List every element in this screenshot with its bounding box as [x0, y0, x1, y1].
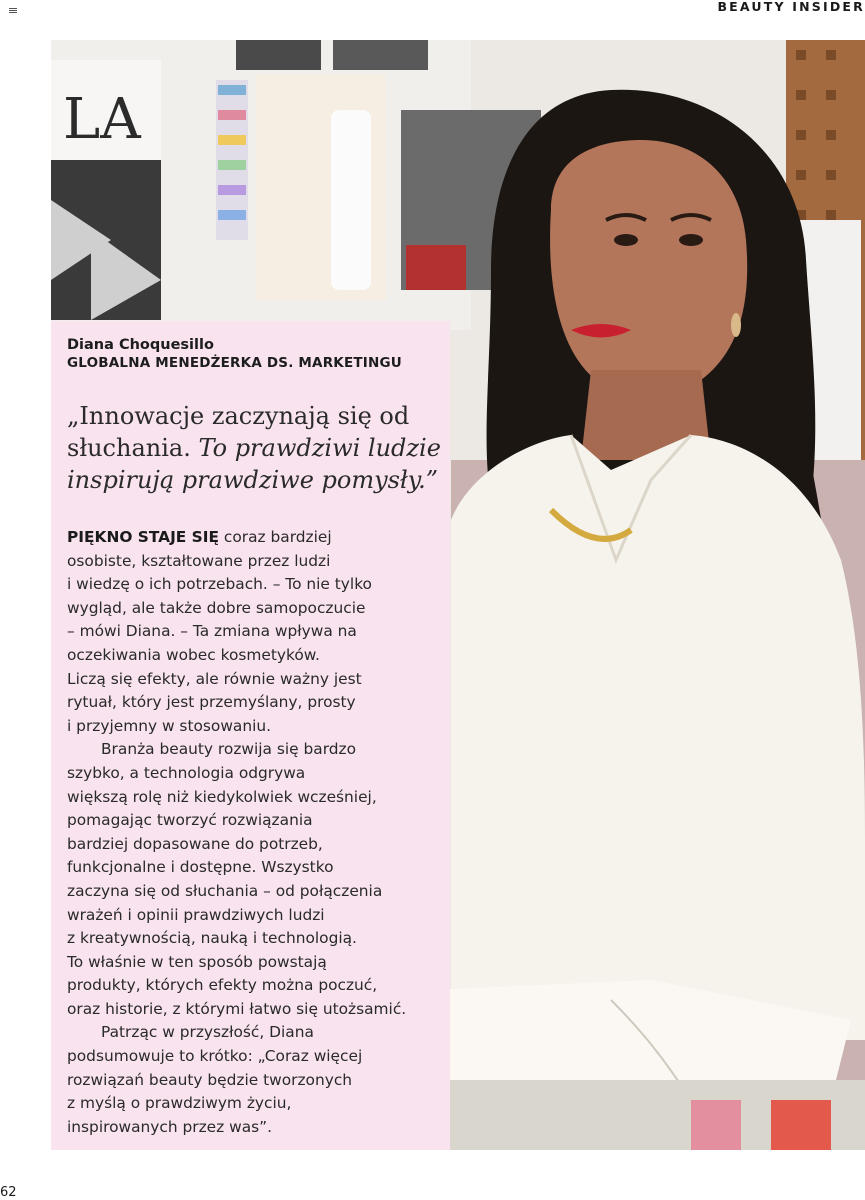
- menu-icon[interactable]: [9, 8, 17, 13]
- article-line: rozwiązań beauty będzie tworzonych: [67, 1070, 353, 1089]
- article-line: Branża beauty rozwija się bardzo: [101, 740, 357, 759]
- article-line: Liczą się efekty, ale równie ważny jest: [67, 669, 362, 688]
- article-line: większą rolę niż kiedykolwiek wcześniej,: [67, 787, 377, 806]
- article-line: pomagając tworzyć rozwiązania: [67, 811, 313, 830]
- article-line: produkty, których efekty można poczuć,: [67, 976, 378, 995]
- wall-letters: LA: [63, 87, 141, 152]
- article-line: inspirowanych przez was”.: [67, 1117, 273, 1136]
- article-line: funkcjonalne i dostępne. Wszystko: [67, 858, 334, 877]
- section-label: BEAUTY INSIDER: [717, 0, 865, 14]
- article-line: wrażeń i opinii prawdziwych ludzi: [67, 905, 325, 924]
- article-line: i wiedzę o ich potrzebach. – To nie tylko: [67, 575, 372, 594]
- article-line: wygląd, ale także dobre samopoczucie: [67, 598, 366, 617]
- article-line: bardziej dopasowane do potrzeb,: [67, 834, 323, 853]
- quote-line: inspirują prawdziwe pomysły.”: [67, 466, 439, 494]
- article-line: z myślą o prawdziwym życiu,: [67, 1094, 292, 1113]
- byline-role: GLOBALNA MENEDŻERKA DS. MARKETINGU: [67, 355, 402, 371]
- article-line: z kreatywnością, nauką i technologią.: [67, 929, 357, 948]
- article-line: To właśnie w ten sposób powstają: [67, 952, 327, 971]
- page-number: 62: [0, 1185, 17, 1200]
- pull-quote: [67, 400, 447, 496]
- quote-line: słuchania. To prawdziwi ludzie: [67, 434, 441, 462]
- article-line: podsumowuje to krótko: „Coraz więcej: [67, 1047, 363, 1066]
- article-line: zaczyna się od słuchania – od połączenia: [67, 881, 383, 900]
- article-line: PIĘKNO STAJE SIĘ coraz bardziej: [67, 528, 332, 546]
- article-line: – mówi Diana. – Ta zmiana wpływa na: [67, 622, 357, 641]
- byline-name: Diana Choquesillo: [67, 337, 214, 353]
- article-line: Patrząc w przyszłość, Diana: [101, 1023, 314, 1042]
- article-body: [67, 526, 447, 1139]
- quote-line: „Innowacje zaczynają się od: [67, 402, 410, 430]
- article-line: i przyjemny w stosowaniu.: [67, 716, 272, 735]
- article-line: rytuał, który jest przemyślany, prosty: [67, 693, 356, 712]
- article-line: osobiste, kształtowane przez ludzi: [67, 551, 331, 570]
- article-line: szybko, a technologia odgrywa: [67, 763, 306, 782]
- article-line: oraz historie, z którymi łatwo się utożsamić.: [67, 999, 407, 1018]
- article-line: oczekiwania wobec kosmetyków.: [67, 645, 320, 664]
